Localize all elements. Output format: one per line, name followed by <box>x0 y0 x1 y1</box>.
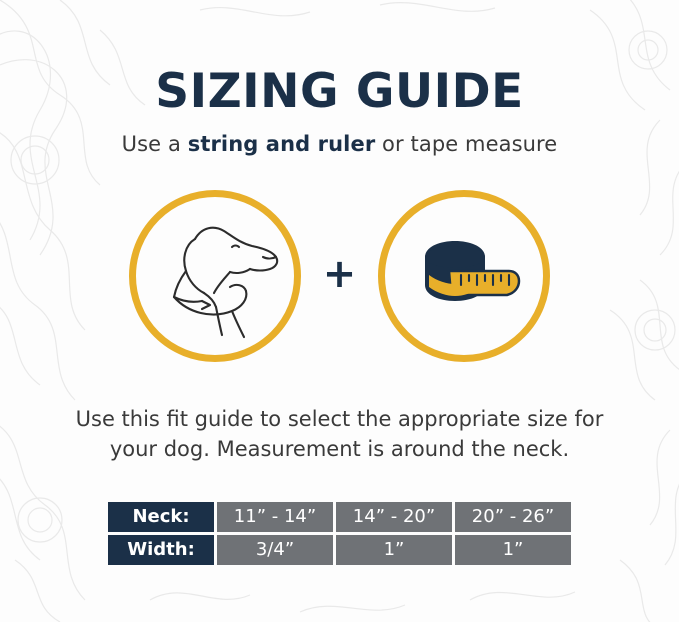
neck-value-large: 20” - 26” <box>455 502 571 532</box>
width-value-large: 1” <box>455 535 571 565</box>
tape-measure-circle <box>378 190 550 362</box>
width-value-medium: 1” <box>336 535 452 565</box>
page-title: SIZING GUIDE <box>155 64 524 119</box>
instruction-text: Use this fit guide to select the appropriate size for your dog. Measurement is around the neck. <box>75 407 604 462</box>
width-value-small: 3/4” <box>217 535 333 565</box>
neck-value-medium: 14” - 20” <box>336 502 452 532</box>
table-row <box>108 535 571 565</box>
icon-row <box>129 190 551 362</box>
tape-measure-icon <box>389 201 539 351</box>
dog-head-circle <box>129 190 301 362</box>
subtitle-emphasis: string and ruler <box>187 132 376 156</box>
size-table-container <box>105 499 574 568</box>
plus-symbol: + <box>322 251 357 297</box>
table-row <box>108 502 571 532</box>
size-table <box>105 499 574 568</box>
page-subtitle <box>122 132 558 156</box>
row-label-width: Width: <box>108 535 214 565</box>
dog-head-icon <box>140 201 290 351</box>
neck-value-small: 11” - 14” <box>217 502 333 532</box>
subtitle-prefix: Use a <box>121 132 188 156</box>
subtitle-suffix: or tape measure <box>375 132 558 156</box>
row-label-neck: Neck: <box>108 502 214 532</box>
